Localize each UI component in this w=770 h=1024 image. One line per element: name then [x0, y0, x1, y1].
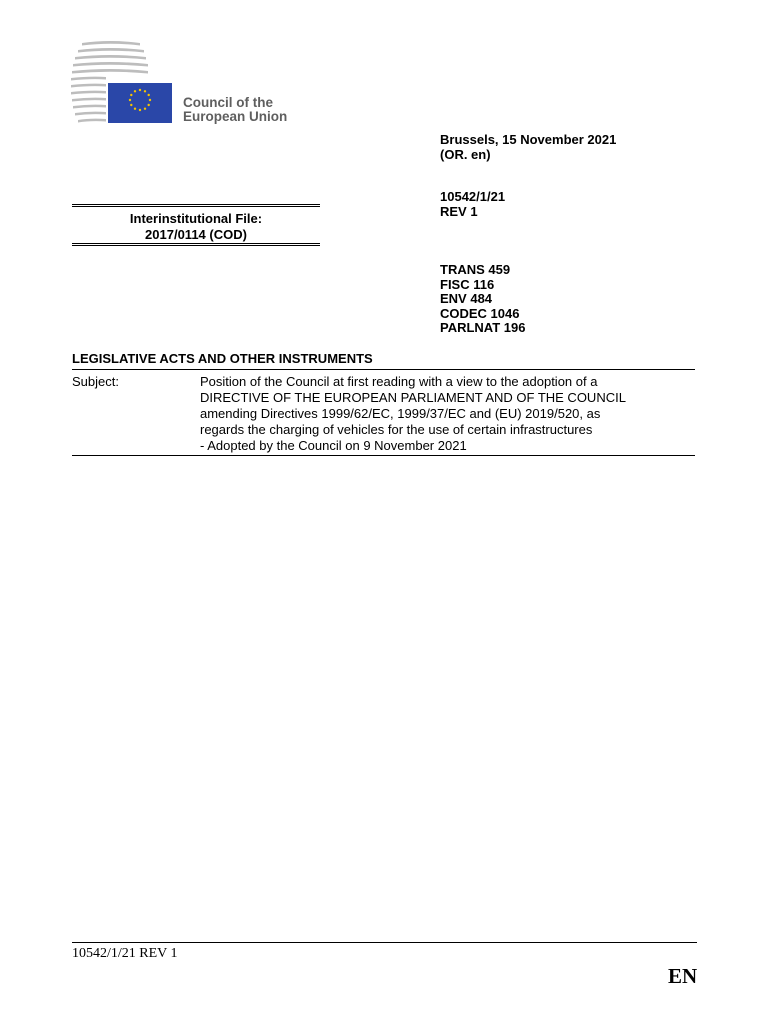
council-name: [183, 96, 287, 124]
subject-line: Position of the Council at first reading with a view to the adoption of a: [200, 374, 598, 389]
code-item: ENV 484: [440, 291, 493, 306]
subject-line: amending Directives 1999/62/EC, 1999/37/EC and (EU) 2019/520, as: [200, 406, 601, 421]
subject-label: Subject:: [72, 374, 119, 389]
code-item: TRANS 459: [440, 262, 511, 277]
code-item: FISC 116: [440, 276, 495, 292]
subject-line: DIRECTIVE OF THE EUROPEAN PARLIAMENT AND OF THE COUNCIL: [200, 390, 626, 405]
footer-reference: 10542/1/21 REV 1: [72, 946, 178, 961]
section-heading: LEGISLATIVE ACTS AND OTHER INSTRUMENTS: [72, 351, 373, 366]
footer-divider: [72, 942, 697, 943]
interinstitutional-label: Interinstitutional File:: [129, 211, 263, 226]
document-number: 10542/1/21: [440, 189, 506, 204]
council-logo: [70, 40, 310, 130]
council-name-line1: Council of the: [183, 95, 273, 110]
code-item: CODEC 1046: [440, 305, 520, 321]
council-name-line2: European Union: [183, 109, 288, 124]
place-date: Brussels, 15 November 2021: [440, 132, 617, 147]
document-reference-block: [440, 190, 505, 219]
revision-label: REV 1: [440, 203, 478, 219]
interinstitutional-file-box: [72, 204, 320, 246]
classification-codes: [440, 263, 525, 336]
interinstitutional-value: 2017/0114 (COD): [145, 227, 247, 242]
footer-language: EN: [668, 964, 698, 988]
subject-line: regards the charging of vehicles for the use of certain infrastructures: [200, 422, 593, 437]
place-date-block: [440, 133, 616, 162]
subject-line: - Adopted by the Council on 9 November 2021: [200, 438, 467, 453]
subject-divider: [72, 455, 695, 456]
code-item: PARLNAT 196: [440, 320, 526, 335]
council-building-emblem-icon: [70, 40, 180, 130]
heading-divider: [72, 369, 695, 370]
subject-text: [200, 374, 700, 454]
original-language: (OR. en): [440, 146, 491, 162]
